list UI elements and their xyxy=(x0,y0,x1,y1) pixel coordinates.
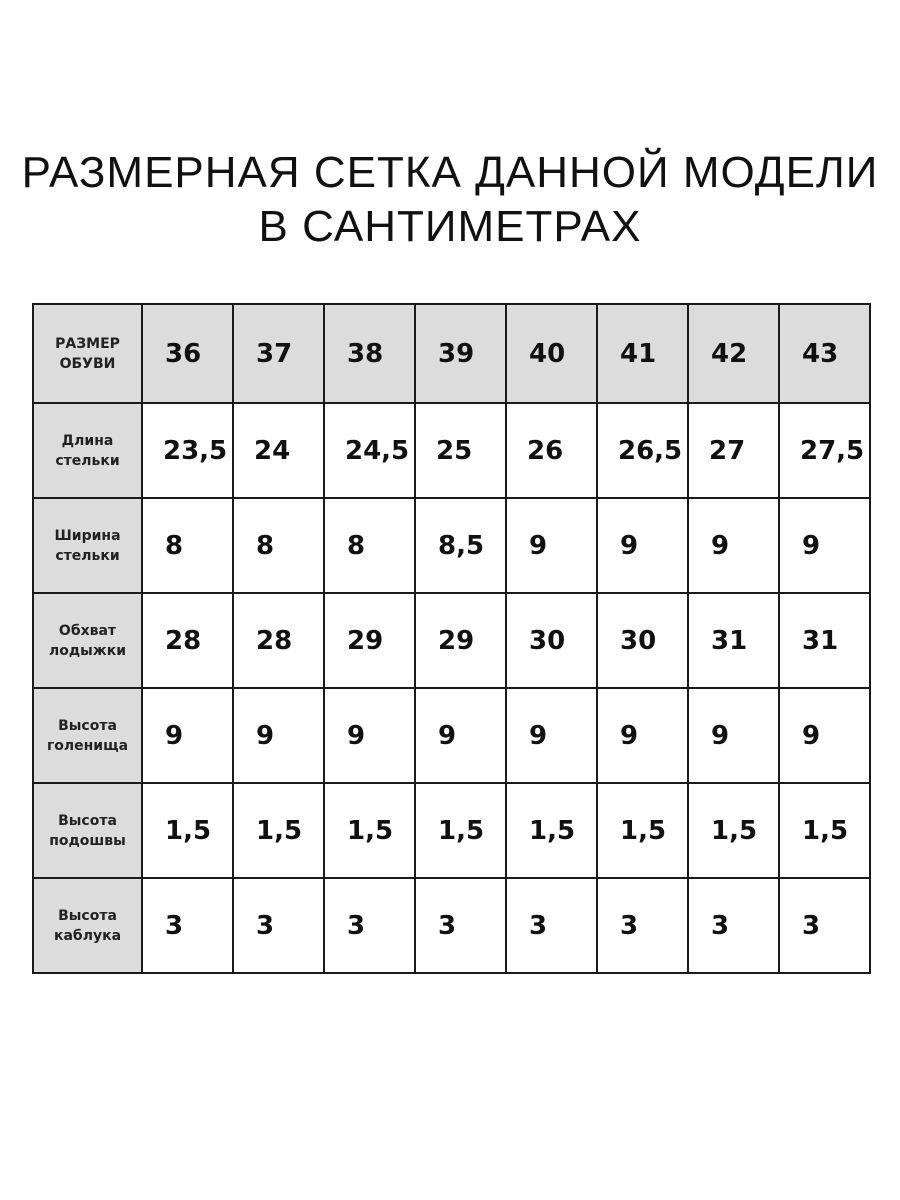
row-label-line-1: Длина xyxy=(61,432,114,449)
table-cell: 1,5 xyxy=(233,783,324,878)
table-row xyxy=(33,593,870,688)
size-table xyxy=(32,303,871,974)
size-header-cell: 41 xyxy=(597,304,688,403)
row-label-cell xyxy=(33,593,142,688)
size-header-cell: 42 xyxy=(688,304,779,403)
header-label-cell xyxy=(33,304,142,403)
table-cell: 9 xyxy=(415,688,506,783)
table-cell: 31 xyxy=(779,593,870,688)
table-cell: 3 xyxy=(506,878,597,973)
table-cell: 9 xyxy=(597,688,688,783)
table-cell: 9 xyxy=(597,498,688,593)
table-cell: 8,5 xyxy=(415,498,506,593)
table-cell: 3 xyxy=(415,878,506,973)
size-header-cell: 43 xyxy=(779,304,870,403)
table-cell: 1,5 xyxy=(142,783,233,878)
row-label-line-2: лодыжки xyxy=(48,642,127,659)
table-cell: 8 xyxy=(324,498,415,593)
row-label-line-1: Ширина xyxy=(54,527,121,544)
row-label-line-2: стельки xyxy=(55,452,120,469)
table-cell: 3 xyxy=(688,878,779,973)
size-header-cell: 37 xyxy=(233,304,324,403)
row-label-cell xyxy=(33,878,142,973)
size-header-cell: 36 xyxy=(142,304,233,403)
row-label-line-2: стельки xyxy=(55,547,120,564)
table-row xyxy=(33,403,870,498)
row-label-cell xyxy=(33,688,142,783)
page-title xyxy=(0,146,900,254)
table-cell: 28 xyxy=(142,593,233,688)
title-line-2: В САНТИМЕТРАХ xyxy=(258,202,642,251)
row-label-line-1: Высота xyxy=(58,717,117,734)
table-cell: 26 xyxy=(506,403,597,498)
table-cell: 1,5 xyxy=(688,783,779,878)
table-cell: 30 xyxy=(597,593,688,688)
table-cell: 1,5 xyxy=(415,783,506,878)
table-cell: 9 xyxy=(324,688,415,783)
table-cell: 29 xyxy=(324,593,415,688)
table-cell: 3 xyxy=(233,878,324,973)
header-label-line-1: РАЗМЕР xyxy=(55,335,120,352)
table-header-row xyxy=(33,304,870,403)
table-cell: 3 xyxy=(324,878,415,973)
table-cell: 3 xyxy=(597,878,688,973)
size-header-cell: 40 xyxy=(506,304,597,403)
table-cell: 24 xyxy=(233,403,324,498)
table-row xyxy=(33,783,870,878)
table-cell: 1,5 xyxy=(324,783,415,878)
table-cell: 3 xyxy=(779,878,870,973)
table-cell: 1,5 xyxy=(597,783,688,878)
row-label-cell xyxy=(33,403,142,498)
table-cell: 9 xyxy=(233,688,324,783)
table-cell: 9 xyxy=(506,498,597,593)
table-cell: 9 xyxy=(688,498,779,593)
table-cell: 24,5 xyxy=(324,403,415,498)
row-label-line-1: Высота xyxy=(58,812,117,829)
row-label-cell xyxy=(33,783,142,878)
table-cell: 30 xyxy=(506,593,597,688)
table-cell: 9 xyxy=(779,688,870,783)
table-cell: 27 xyxy=(688,403,779,498)
table-cell: 31 xyxy=(688,593,779,688)
table-cell: 1,5 xyxy=(779,783,870,878)
header-label-line-2: ОБУВИ xyxy=(59,355,116,372)
row-label-line-1: Высота xyxy=(58,907,117,924)
table-cell: 8 xyxy=(142,498,233,593)
title-line-1: РАЗМЕРНАЯ СЕТКА ДАННОЙ МОДЕЛИ xyxy=(21,148,879,197)
table-cell: 1,5 xyxy=(506,783,597,878)
table-row xyxy=(33,878,870,973)
table-row xyxy=(33,498,870,593)
table-cell: 25 xyxy=(415,403,506,498)
table-cell: 9 xyxy=(779,498,870,593)
size-header-cell: 38 xyxy=(324,304,415,403)
size-header-cell: 39 xyxy=(415,304,506,403)
row-label-line-1: Обхват xyxy=(58,622,117,639)
table-row xyxy=(33,688,870,783)
row-label-line-2: каблука xyxy=(53,927,122,944)
table-cell: 3 xyxy=(142,878,233,973)
row-label-line-2: голенища xyxy=(46,737,129,754)
table-cell: 9 xyxy=(142,688,233,783)
table-cell: 26,5 xyxy=(597,403,688,498)
table-cell: 28 xyxy=(233,593,324,688)
row-label-line-2: подошвы xyxy=(49,832,126,849)
table-cell: 9 xyxy=(688,688,779,783)
table-cell: 9 xyxy=(506,688,597,783)
table-cell: 8 xyxy=(233,498,324,593)
table-cell: 23,5 xyxy=(142,403,233,498)
row-label-cell xyxy=(33,498,142,593)
table-cell: 29 xyxy=(415,593,506,688)
table-cell: 27,5 xyxy=(779,403,870,498)
